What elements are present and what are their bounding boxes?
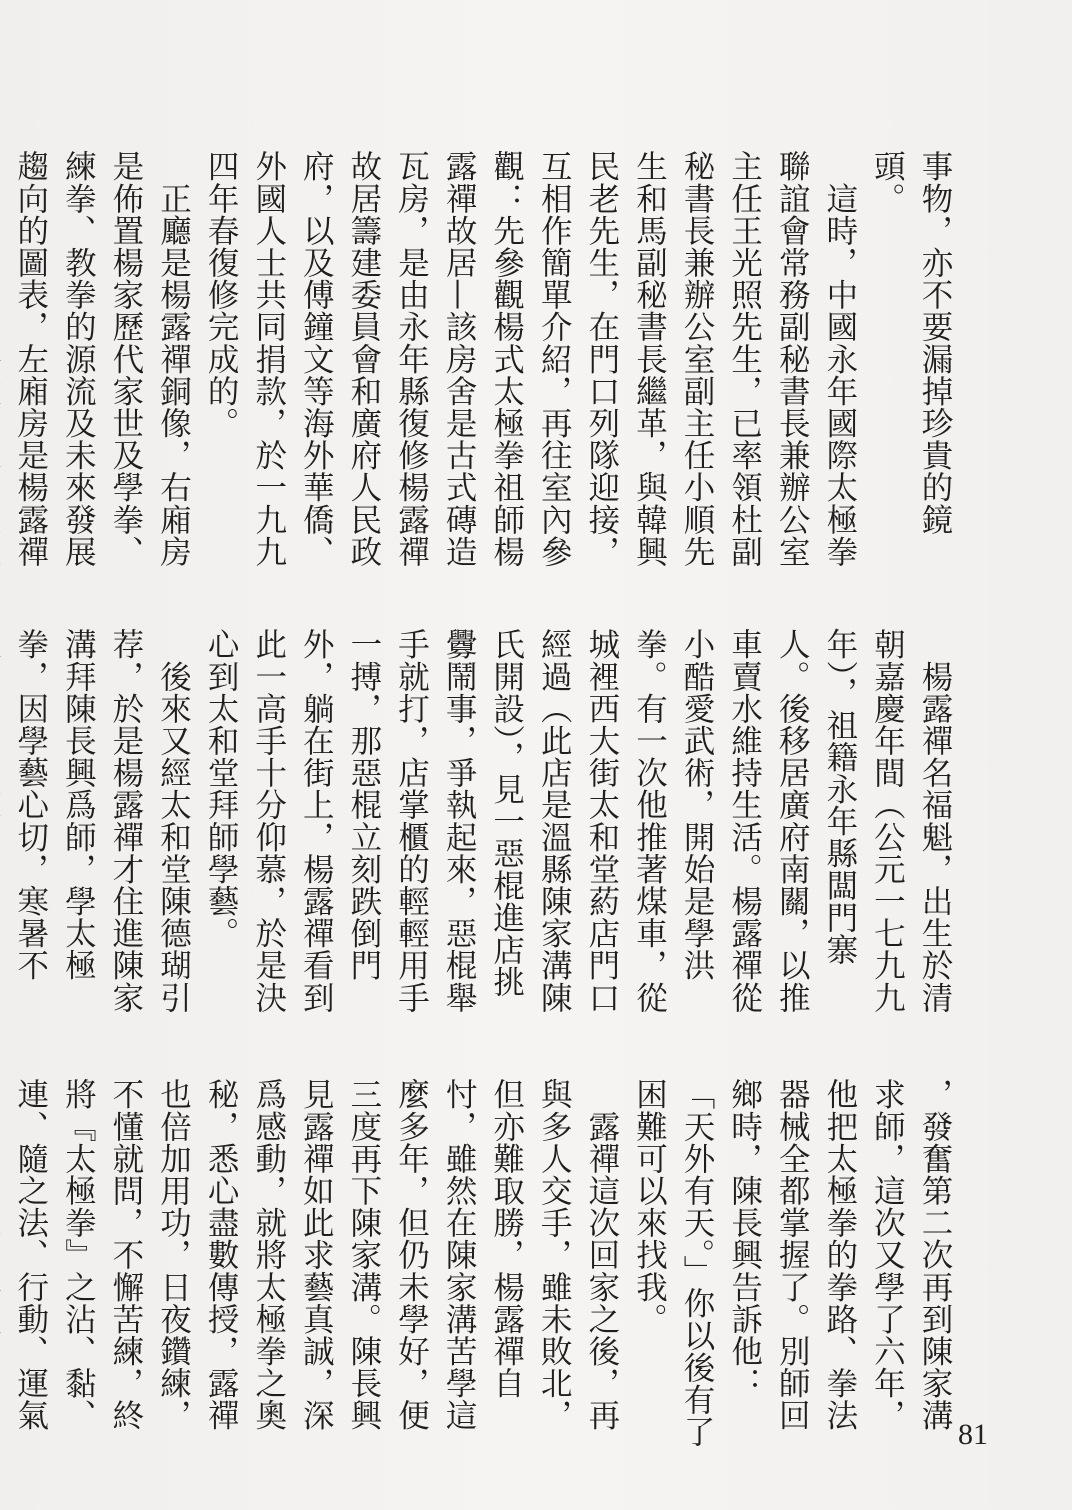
text-block-bottom [12, 1078, 958, 1448]
paragraph: 露禪這次回家之後，再與多人交手，雖未敗北，但亦難取勝，楊露禪自忖，雖然在陳家溝苦學這麼多年，但仍未學好，便三度再下陳家溝。陳長興見露禪如此求藝真誠，深爲感動，就將太極拳之奧秘，悉心盡數傳授，露禪也倍加用功，日夜鑽練，不懂就問，不懈苦練，終將『太極拳』之沾、黏、連、隨之法、行動、運氣 [12, 1078, 620, 1432]
paragraph: ，發奮第二次再到陳家溝求師，這次又學了六年，他把太極拳的拳路、拳法器械全都掌握了。別師回鄉時，陳長興告訴他：「天外有天。」你以後有了困難可以來找我。 [631, 1078, 953, 1448]
paragraph: 事物，亦不要漏掉珍貴的鏡頭。 [869, 150, 953, 536]
paragraph: 這時，中國永年國際太極拳聯誼會常務副秘書長兼辦公室主任王光照先生，已率領杜副秘書長兼辦公室副主任小順先生和馬副秘書長繼革，與韓興民老先生，在門口列隊迎接，互相作簡單介紹，再往室內參觀：先參觀楊式太極拳祖師楊露禪故居—該房舍是古式磚造瓦房，是由永年縣復修楊露禪故居籌建委員會和廣府人民政府，以及傅鐘文等海外華僑、外國人士共同捐款，於一九九四年春復修完成的。 [203, 150, 858, 568]
page-number: 81 [958, 1418, 988, 1451]
paragraph: 後來又經太和堂陳德瑚引荐，於是楊露禪才住進陳家溝拜陳長興爲師，學太極拳，因學藝心切，寒暑不 [12, 628, 192, 1014]
text-block-middle [12, 628, 958, 1028]
paragraph: 正廳是楊露禪銅像，右廂房是佈置楊家歷代家世及學拳、練拳、教拳的源流及未來發展趨向的圖表，左廂房是楊露禪 [12, 150, 192, 568]
paragraph: 楊露禪名福魁，出生於清朝嘉慶年間（公元一七九九年），祖籍永年縣闆門寨人。後移居廣府南關，以推車賣水維持生活。楊露禪從小酷愛武術，開始是學洪拳。有一次他推著煤車，從城裡西大街太和堂葯店門口經過（此店是溫縣陳家溝陳氏開設），見一惡棍進店挑釁鬧事，爭執起來，惡棍舉手就打，店掌櫃的輕輕用手一搏，那惡棍立刻跌倒門外，躺在街上，楊露禪看到此一高手十分仰慕，於是決心到太和堂拜師學藝。 [203, 628, 953, 1014]
text-block-top [12, 150, 958, 570]
